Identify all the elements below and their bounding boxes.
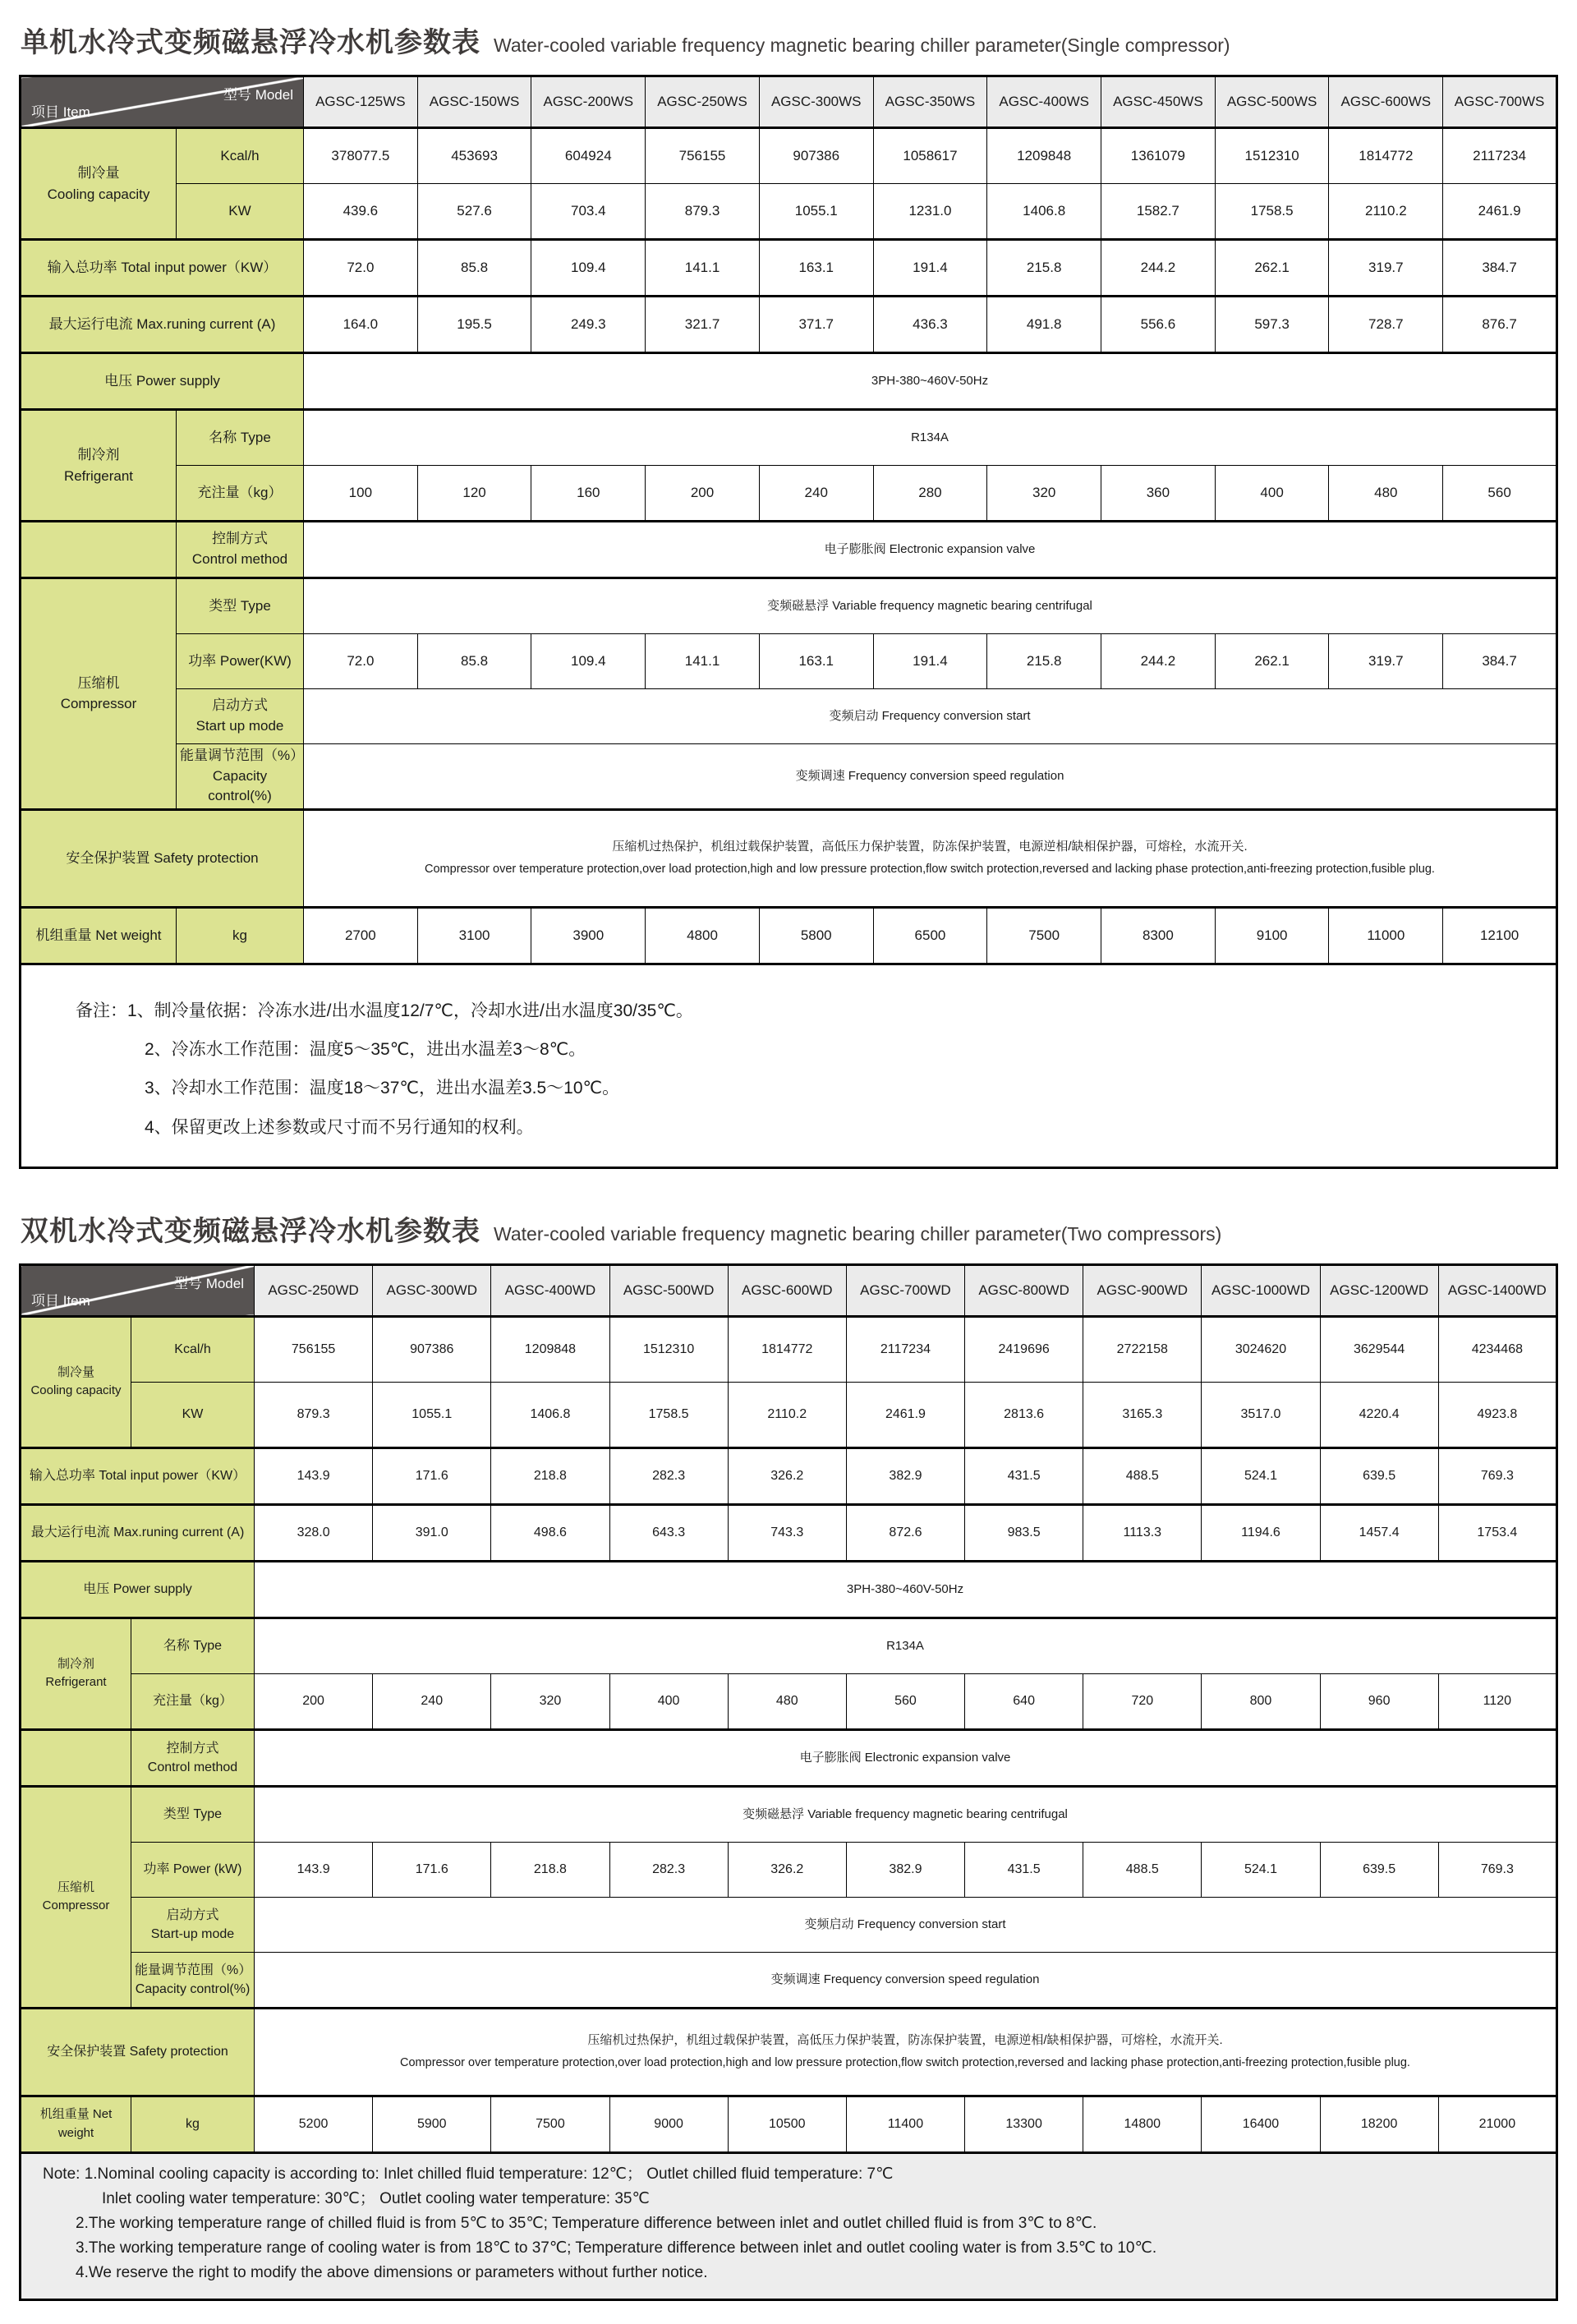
note-line: 4、保留更改上述参数或尺寸而不另行通知的权利。: [145, 1117, 534, 1137]
value-cell: 109.4: [531, 240, 646, 297]
table-body: [21, 1316, 1557, 2299]
value-cell: 21000: [1438, 2096, 1556, 2152]
param-row: [21, 2008, 1557, 2096]
merged-value-cell: 压缩机过热保护，机组过载保护装置，高低压力保护装置，防冻保护装置，电源逆相/缺相保护器，可熔栓，水流开关. Compressor over temperature protection,over load protection,high and low pressure protection,flow switch protection,reversed and lacking phase protection,anti-freezing protection,fusible plug.: [304, 809, 1557, 907]
value-cell: 879.3: [646, 184, 760, 240]
value-cell: 262.1: [1215, 240, 1329, 297]
table1-title-zh: 单机水冷式变频磁悬浮冷水机参数表: [21, 27, 480, 58]
table2-title-en: Water-cooled variable frequency magnetic bearing chiller parameter(Two compressors): [494, 1222, 1222, 1245]
value-cell: 983.5: [965, 1504, 1083, 1561]
value-cell: 640: [965, 1673, 1083, 1729]
value-cell: 639.5: [1320, 1842, 1438, 1897]
model-header-label: 型号 Model: [223, 87, 293, 103]
value-cell: 244.2: [1101, 240, 1216, 297]
value-cell: 2419696: [965, 1316, 1083, 1382]
param-row: [21, 1786, 1557, 1842]
param-row: [21, 184, 1557, 240]
value-cell: 597.3: [1215, 297, 1329, 353]
row-label: 名称 Type: [177, 410, 304, 466]
value-cell: 11400: [846, 2096, 964, 2152]
merged-value-cell: 变频磁悬浮 Variable frequency magnetic bearing centrifugal: [304, 578, 1557, 634]
value-cell: 1753.4: [1438, 1504, 1556, 1561]
model-column-header: AGSC-600WS: [1329, 76, 1443, 128]
row-label: 类型 Type: [177, 578, 304, 634]
value-cell: 218.8: [491, 1842, 609, 1897]
value-cell: 1512310: [609, 1316, 728, 1382]
notes-row: [21, 964, 1557, 1167]
value-cell: 431.5: [965, 1447, 1083, 1504]
item-model-corner-cell: [21, 1264, 255, 1316]
param-row: [21, 907, 1557, 964]
row-label: 启动方式 Start up mode: [177, 689, 304, 744]
value-cell: 218.8: [491, 1447, 609, 1504]
value-cell: 2110.2: [728, 1382, 846, 1447]
header-row: [21, 1264, 1557, 1316]
param-row: [21, 1504, 1557, 1561]
param-row: [21, 466, 1557, 522]
value-cell: 524.1: [1202, 1842, 1320, 1897]
param-row: [21, 1618, 1557, 1673]
value-cell: 960: [1320, 1673, 1438, 1729]
value-cell: 488.5: [1083, 1447, 1202, 1504]
value-cell: 320: [987, 466, 1101, 522]
value-cell: 480: [1329, 466, 1443, 522]
note-line: 2、冷冻水工作范围：温度5～35℃，进出水温差3～8℃。: [145, 1040, 586, 1060]
value-cell: 1406.8: [491, 1382, 609, 1447]
note-line: 3.The working temperature range of cooling water is from 18℃ to 37℃; Temperature difference between inlet and outlet cooling water is from 3.5℃ to 10℃.: [76, 2239, 1157, 2257]
row-label: 安全保护装置 Safety protection: [21, 809, 304, 907]
value-cell: 1058617: [873, 128, 987, 184]
row-label: Kcal/h: [131, 1316, 255, 1382]
row-label: 输入总功率 Total input power（KW）: [21, 1447, 255, 1504]
value-cell: 436.3: [873, 297, 987, 353]
value-cell: 10500: [728, 2096, 846, 2152]
value-cell: 215.8: [987, 240, 1101, 297]
notes-text: [25, 2156, 1552, 2297]
model-header-label: 型号 Model: [173, 1275, 244, 1291]
value-cell: 4800: [646, 907, 760, 964]
param-row: [21, 689, 1557, 744]
value-cell: 431.5: [965, 1842, 1083, 1897]
value-cell: 604924: [531, 128, 646, 184]
value-cell: 5800: [759, 907, 873, 964]
param-row: [21, 1842, 1557, 1897]
value-cell: 4220.4: [1320, 1382, 1438, 1447]
model-column-header: AGSC-900WD: [1083, 1264, 1202, 1316]
value-cell: 639.5: [1320, 1447, 1438, 1504]
value-cell: 3900: [531, 907, 646, 964]
param-row: [21, 1897, 1557, 1952]
value-cell: 3024620: [1202, 1316, 1320, 1382]
value-cell: 13300: [965, 2096, 1083, 2152]
value-cell: 907386: [759, 128, 873, 184]
value-cell: 282.3: [609, 1842, 728, 1897]
value-cell: 360: [1101, 466, 1216, 522]
value-cell: 480: [728, 1673, 846, 1729]
value-cell: 728.7: [1329, 297, 1443, 353]
value-cell: 3517.0: [1202, 1382, 1320, 1447]
value-cell: 1361079: [1101, 128, 1216, 184]
value-cell: 195.5: [417, 297, 531, 353]
param-row: [21, 1316, 1557, 1382]
value-cell: 907386: [373, 1316, 491, 1382]
row-label: 功率 Power (kW): [131, 1842, 255, 1897]
row-label: 电压 Power supply: [21, 1561, 255, 1618]
notes-text: [25, 967, 1552, 1165]
model-column-header: AGSC-200WS: [531, 76, 646, 128]
row-label: kg: [131, 2096, 255, 2152]
value-cell: 1457.4: [1320, 1504, 1438, 1561]
model-column-header: AGSC-600WD: [728, 1264, 846, 1316]
value-cell: 12100: [1443, 907, 1557, 964]
param-row: [21, 522, 1557, 578]
value-cell: 2722158: [1083, 1316, 1202, 1382]
value-cell: 3100: [417, 907, 531, 964]
value-cell: 141.1: [646, 634, 760, 689]
value-cell: 3629544: [1320, 1316, 1438, 1382]
param-row: [21, 809, 1557, 907]
model-column-header: AGSC-500WD: [609, 1264, 728, 1316]
value-cell: 703.4: [531, 184, 646, 240]
row-label: 类型 Type: [131, 1786, 255, 1842]
value-cell: 2461.9: [1443, 184, 1557, 240]
value-cell: 171.6: [373, 1842, 491, 1897]
row-label: kg: [177, 907, 304, 964]
group-label: 机组重量 Net weight: [21, 907, 177, 964]
value-cell: 453693: [417, 128, 531, 184]
value-cell: 6500: [873, 907, 987, 964]
value-cell: 743.3: [728, 1504, 846, 1561]
value-cell: 498.6: [491, 1504, 609, 1561]
merged-value-cell: 变频磁悬浮 Variable frequency magnetic bearing centrifugal: [255, 1786, 1557, 1842]
value-cell: 5900: [373, 2096, 491, 2152]
value-cell: 524.1: [1202, 1447, 1320, 1504]
value-cell: 163.1: [759, 634, 873, 689]
value-cell: 9100: [1215, 907, 1329, 964]
note-line: 3、冷却水工作范围：温度18～37℃，进出水温差3.5～10℃。: [145, 1079, 620, 1098]
value-cell: 7500: [987, 907, 1101, 964]
table2-title: [21, 1208, 1558, 1249]
group-label: 压缩机 Compressor: [21, 1786, 131, 2008]
value-cell: 240: [759, 466, 873, 522]
item-header-label: 项目 Item: [31, 1292, 90, 1309]
item-header-label: 项目 Item: [31, 104, 90, 120]
param-row: [21, 240, 1557, 297]
value-cell: 382.9: [846, 1447, 964, 1504]
single-compressor-parameter-table: [19, 75, 1558, 1169]
value-cell: 488.5: [1083, 1842, 1202, 1897]
table2-title-zh: 双机水冷式变频磁悬浮冷水机参数表: [21, 1215, 480, 1247]
value-cell: 491.8: [987, 297, 1101, 353]
notes-row: [21, 2152, 1557, 2299]
value-cell: 560: [1443, 466, 1557, 522]
group-label: [21, 522, 177, 578]
value-cell: 1209848: [987, 128, 1101, 184]
model-column-header: AGSC-450WS: [1101, 76, 1216, 128]
model-column-header: AGSC-300WD: [373, 1264, 491, 1316]
value-cell: 3165.3: [1083, 1382, 1202, 1447]
value-cell: 72.0: [304, 240, 418, 297]
param-row: [21, 353, 1557, 410]
note-line: Inlet cooling water temperature: 30℃； Outlet cooling water temperature: 35℃: [102, 2189, 650, 2207]
value-cell: 2117234: [846, 1316, 964, 1382]
param-row: [21, 1952, 1557, 2008]
value-cell: 200: [255, 1673, 373, 1729]
two-compressor-parameter-table: [19, 1263, 1558, 2301]
model-column-header: AGSC-1200WD: [1320, 1264, 1438, 1316]
value-cell: 16400: [1202, 2096, 1320, 2152]
value-cell: 319.7: [1329, 634, 1443, 689]
value-cell: 5200: [255, 2096, 373, 2152]
value-cell: 1758.5: [609, 1382, 728, 1447]
param-row: [21, 578, 1557, 634]
value-cell: 382.9: [846, 1842, 964, 1897]
value-cell: 400: [1215, 466, 1329, 522]
note-line: 备注：1、制冷量依据：冷冻水进/出水温度12/7℃，冷却水进/出水温度30/35℃。: [76, 1001, 693, 1020]
value-cell: 769.3: [1438, 1447, 1556, 1504]
value-cell: 14800: [1083, 2096, 1202, 2152]
group-label: 机组重量 Net weight: [21, 2096, 131, 2152]
value-cell: 384.7: [1443, 240, 1557, 297]
param-row: [21, 1561, 1557, 1618]
merged-value-cell: 电子膨胀阀 Electronic expansion valve: [255, 1729, 1557, 1786]
param-row: [21, 1382, 1557, 1447]
table1-title-en: Water-cooled variable frequency magnetic bearing chiller parameter(Single compressor): [494, 35, 1230, 56]
row-label: 控制方式 Control method: [177, 522, 304, 578]
value-cell: 879.3: [255, 1382, 373, 1447]
merged-value-cell: 3PH-380~460V-50Hz: [304, 353, 1557, 410]
row-label: 控制方式 Control method: [131, 1729, 255, 1786]
value-cell: 321.7: [646, 297, 760, 353]
value-cell: 2700: [304, 907, 418, 964]
value-cell: 384.7: [1443, 634, 1557, 689]
param-row: [21, 1673, 1557, 1729]
value-cell: 800: [1202, 1673, 1320, 1729]
model-column-header: AGSC-300WS: [759, 76, 873, 128]
value-cell: 143.9: [255, 1842, 373, 1897]
value-cell: 560: [846, 1673, 964, 1729]
value-cell: 11000: [1329, 907, 1443, 964]
note-line: 2.The working temperature range of chilled fluid is from 5℃ to 35℃; Temperature difference between inlet and outlet chilled fluid is from 3℃ to 8℃.: [76, 2214, 1097, 2232]
value-cell: 872.6: [846, 1504, 964, 1561]
value-cell: 1055.1: [373, 1382, 491, 1447]
value-cell: 1512310: [1215, 128, 1329, 184]
row-label: 安全保护装置 Safety protection: [21, 2008, 255, 2096]
value-cell: 2117234: [1443, 128, 1557, 184]
value-cell: 7500: [491, 2096, 609, 2152]
value-cell: 1055.1: [759, 184, 873, 240]
model-column-header: AGSC-500WS: [1215, 76, 1329, 128]
model-column-header: AGSC-250WS: [646, 76, 760, 128]
value-cell: 378077.5: [304, 128, 418, 184]
model-column-header: AGSC-125WS: [304, 76, 418, 128]
value-cell: 371.7: [759, 297, 873, 353]
param-row: [21, 744, 1557, 810]
value-cell: 1120: [1438, 1673, 1556, 1729]
value-cell: 143.9: [255, 1447, 373, 1504]
value-cell: 2110.2: [1329, 184, 1443, 240]
param-row: [21, 1729, 1557, 1786]
table-notes: [21, 2152, 1557, 2299]
value-cell: 9000: [609, 2096, 728, 2152]
merged-value-cell: 变频调速 Frequency conversion speed regulation: [255, 1952, 1557, 2008]
row-label: Kcal/h: [177, 128, 304, 184]
model-column-header: AGSC-700WS: [1443, 76, 1557, 128]
model-column-header: AGSC-150WS: [417, 76, 531, 128]
param-row: [21, 634, 1557, 689]
param-row: [21, 297, 1557, 353]
value-cell: 164.0: [304, 297, 418, 353]
value-cell: 191.4: [873, 634, 987, 689]
value-cell: 320: [491, 1673, 609, 1729]
row-label: KW: [177, 184, 304, 240]
value-cell: 720: [1083, 1673, 1202, 1729]
row-label: 能量调节范围（%） Capacity control(%): [177, 744, 304, 810]
value-cell: 643.3: [609, 1504, 728, 1561]
value-cell: 262.1: [1215, 634, 1329, 689]
row-label: 最大运行电流 Max.runing current (A): [21, 1504, 255, 1561]
merged-value-cell: 变频启动 Frequency conversion start: [255, 1897, 1557, 1952]
value-cell: 1113.3: [1083, 1504, 1202, 1561]
row-label: 启动方式 Start-up mode: [131, 1897, 255, 1952]
table-header: [21, 1264, 1557, 1316]
merged-value-cell: 3PH-380~460V-50Hz: [255, 1561, 1557, 1618]
model-column-header: AGSC-1000WD: [1202, 1264, 1320, 1316]
value-cell: 8300: [1101, 907, 1216, 964]
row-label: 最大运行电流 Max.runing current (A): [21, 297, 304, 353]
merged-value-cell: 压缩机过热保护，机组过载保护装置，高低压力保护装置，防冻保护装置，电源逆相/缺相保护器，可熔栓，水流开关. Compressor over temperature protection,over load protection,high and low pressure protection,flow switch protection,reversed and lacking phase protection,anti-freezing protection,fusible plug.: [255, 2008, 1557, 2096]
table-body: [21, 128, 1557, 1168]
value-cell: 400: [609, 1673, 728, 1729]
row-label: 充注量（kg）: [131, 1673, 255, 1729]
value-cell: 2813.6: [965, 1382, 1083, 1447]
group-label: 制冷量 Cooling capacity: [21, 1316, 131, 1447]
value-cell: 326.2: [728, 1842, 846, 1897]
model-column-header: AGSC-400WD: [491, 1264, 609, 1316]
value-cell: 1758.5: [1215, 184, 1329, 240]
value-cell: 120: [417, 466, 531, 522]
model-column-header: AGSC-1400WD: [1438, 1264, 1556, 1316]
param-row: [21, 2096, 1557, 2152]
value-cell: 527.6: [417, 184, 531, 240]
model-column-header: AGSC-700WD: [846, 1264, 964, 1316]
model-column-header: AGSC-800WD: [965, 1264, 1083, 1316]
value-cell: 439.6: [304, 184, 418, 240]
value-cell: 109.4: [531, 634, 646, 689]
row-label: 能量调节范围（%） Capacity control(%): [131, 1952, 255, 2008]
group-label: 压缩机 Compressor: [21, 578, 177, 810]
group-label: 制冷量 Cooling capacity: [21, 128, 177, 240]
group-label: 制冷剂 Refrigerant: [21, 1618, 131, 1729]
model-column-header: AGSC-400WS: [987, 76, 1101, 128]
row-label: 充注量（kg）: [177, 466, 304, 522]
group-label: 制冷剂 Refrigerant: [21, 410, 177, 522]
value-cell: 319.7: [1329, 240, 1443, 297]
row-label: 功率 Power(KW): [177, 634, 304, 689]
value-cell: 141.1: [646, 240, 760, 297]
value-cell: 215.8: [987, 634, 1101, 689]
value-cell: 240: [373, 1673, 491, 1729]
value-cell: 1194.6: [1202, 1504, 1320, 1561]
value-cell: 280: [873, 466, 987, 522]
model-column-header: AGSC-350WS: [873, 76, 987, 128]
note-line: 4.We reserve the right to modify the above dimensions or parameters without further notice.: [76, 2263, 708, 2281]
value-cell: 18200: [1320, 2096, 1438, 2152]
merged-value-cell: 变频调速 Frequency conversion speed regulation: [304, 744, 1557, 810]
value-cell: 249.3: [531, 297, 646, 353]
value-cell: 1582.7: [1101, 184, 1216, 240]
param-row: [21, 1447, 1557, 1504]
value-cell: 1231.0: [873, 184, 987, 240]
value-cell: 85.8: [417, 634, 531, 689]
value-cell: 756155: [255, 1316, 373, 1382]
value-cell: 756155: [646, 128, 760, 184]
merged-value-cell: R134A: [304, 410, 1557, 466]
value-cell: 100: [304, 466, 418, 522]
merged-value-cell: 变频启动 Frequency conversion start: [304, 689, 1557, 744]
value-cell: 328.0: [255, 1504, 373, 1561]
value-cell: 769.3: [1438, 1842, 1556, 1897]
value-cell: 191.4: [873, 240, 987, 297]
item-model-corner-cell: [21, 76, 304, 128]
table-notes: [21, 964, 1557, 1167]
table1-title: [21, 20, 1558, 60]
table-header: [21, 76, 1557, 128]
row-label: 名称 Type: [131, 1618, 255, 1673]
value-cell: 556.6: [1101, 297, 1216, 353]
row-label: 输入总功率 Total input power（KW）: [21, 240, 304, 297]
value-cell: 282.3: [609, 1447, 728, 1504]
value-cell: 163.1: [759, 240, 873, 297]
value-cell: 1814772: [1329, 128, 1443, 184]
row-label: 电压 Power supply: [21, 353, 304, 410]
value-cell: 1209848: [491, 1316, 609, 1382]
note-line: Note: 1.Nominal cooling capacity is according to: Inlet chilled fluid temperature: 12℃； Outlet chilled fluid temperature: 7℃: [43, 2165, 894, 2183]
value-cell: 391.0: [373, 1504, 491, 1561]
group-label: [21, 1729, 131, 1786]
value-cell: 4234468: [1438, 1316, 1556, 1382]
model-column-header: AGSC-250WD: [255, 1264, 373, 1316]
value-cell: 2461.9: [846, 1382, 964, 1447]
param-row: [21, 410, 1557, 466]
value-cell: 326.2: [728, 1447, 846, 1504]
value-cell: 72.0: [304, 634, 418, 689]
value-cell: 244.2: [1101, 634, 1216, 689]
merged-value-cell: 电子膨胀阀 Electronic expansion valve: [304, 522, 1557, 578]
value-cell: 876.7: [1443, 297, 1557, 353]
value-cell: 1814772: [728, 1316, 846, 1382]
param-row: [21, 128, 1557, 184]
value-cell: 85.8: [417, 240, 531, 297]
header-row: [21, 76, 1557, 128]
value-cell: 160: [531, 466, 646, 522]
row-label: KW: [131, 1382, 255, 1447]
value-cell: 171.6: [373, 1447, 491, 1504]
value-cell: 1406.8: [987, 184, 1101, 240]
value-cell: 200: [646, 466, 760, 522]
merged-value-cell: R134A: [255, 1618, 1557, 1673]
value-cell: 4923.8: [1438, 1382, 1556, 1447]
